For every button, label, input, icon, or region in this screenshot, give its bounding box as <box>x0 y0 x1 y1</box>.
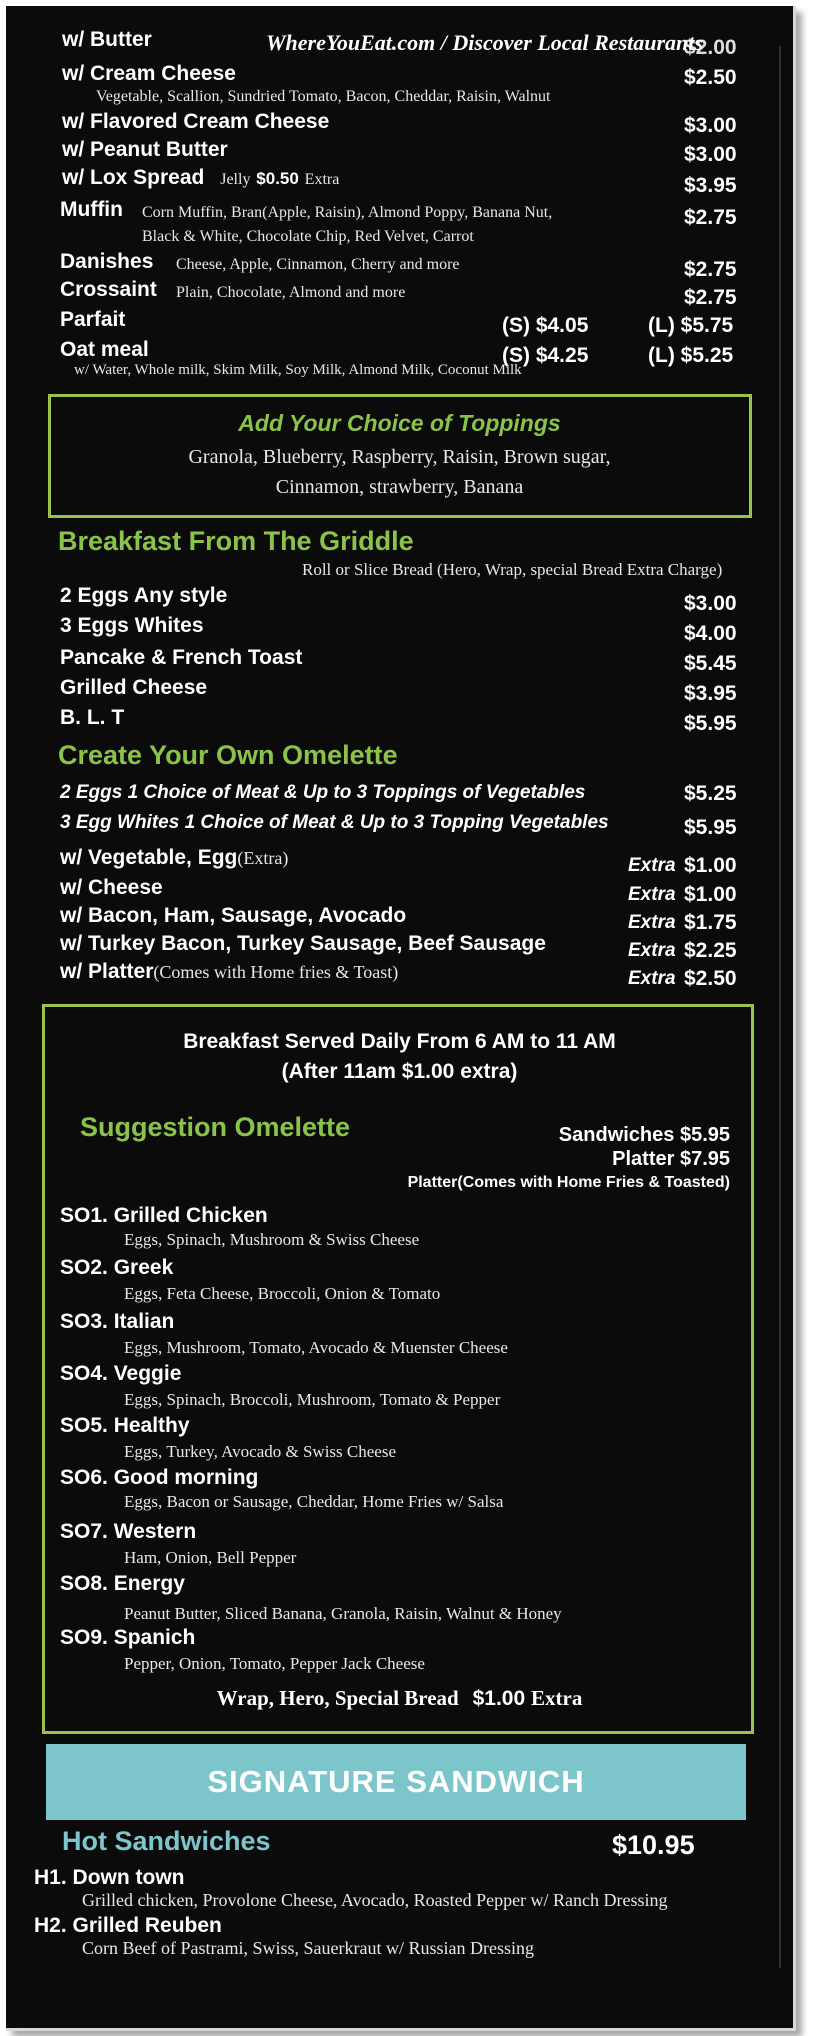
omelette-price-2: $5.95 <box>684 816 737 839</box>
jelly-price: $0.50 <box>256 169 299 188</box>
wrap-price: $1.00 <box>472 1687 526 1710</box>
item-name: Veggie <box>113 1362 182 1385</box>
wrap-extra: Extra <box>531 1686 583 1710</box>
price-cream-cheese: $2.50 <box>684 66 737 89</box>
item-name: Down town <box>72 1866 185 1889</box>
item-lox-spread <box>62 166 339 190</box>
price-peanut: $3.00 <box>684 143 737 166</box>
extra-label: Extra <box>628 968 676 989</box>
wrap-extra-line <box>6 1686 793 1711</box>
desc-danishes: Cheese, Apple, Cinnamon, Cherry and more <box>176 256 460 273</box>
item-name: Healthy <box>113 1414 190 1437</box>
suggestion-desc: Eggs, Bacon or Sausage, Cheddar, Home Fries w/ Salsa <box>124 1492 504 1511</box>
item-name: Grilled Chicken <box>113 1204 268 1227</box>
extra-note: (Extra) <box>237 848 289 868</box>
price-oatmeal-small: (S) $4.25 <box>502 344 589 367</box>
item-name: Spanich <box>113 1626 196 1649</box>
desc-muffin-2: Black & White, Chocolate Chip, Red Velvet, Carrot <box>142 228 474 245</box>
toppings-title: Add Your Choice of Toppings <box>238 410 561 436</box>
suggestion-sandwiches: Sandwiches $5.95 <box>558 1124 730 1146</box>
item-code: SO9. <box>60 1626 108 1649</box>
item-code: SO2. <box>60 1256 108 1279</box>
suggestion-platter-note: Platter(Comes with Home Fries & Toasted) <box>407 1174 730 1191</box>
price-lox: $3.95 <box>684 174 737 197</box>
price-flavored: $3.00 <box>684 114 737 137</box>
item-crossaint: Crossaint <box>60 278 157 301</box>
omelette-extra-item <box>60 904 406 928</box>
item-code: SO1. <box>60 1204 108 1227</box>
omelette-line-2: 3 Egg Whites 1 Choice of Meat & Up to 3 Topping Vegetables <box>60 812 609 833</box>
griddle-item: 2 Eggs Any style <box>60 584 228 607</box>
item-code: H1. <box>34 1866 67 1889</box>
suggestion-item <box>60 1256 173 1280</box>
item-name: Good morning <box>113 1466 259 1489</box>
extra-name: w/ Platter <box>60 960 154 983</box>
extra-label: Extra <box>628 912 676 933</box>
served-line-2: (After 11am $1.00 extra) <box>281 1060 518 1083</box>
suggestion-platter: Platter $7.95 <box>612 1148 730 1170</box>
suggestion-item <box>60 1310 174 1334</box>
desc-muffin-1: Corn Muffin, Bran(Apple, Raisin), Almond Poppy, Banana Nut, <box>142 204 553 221</box>
price-parfait-small: (S) $4.05 <box>502 314 589 337</box>
extra-price: $1.00 <box>684 854 737 877</box>
price-parfait-large: (L) $5.75 <box>648 314 734 337</box>
omelette-extra-item <box>60 960 398 984</box>
suggestion-item <box>60 1204 268 1228</box>
suggestion-item <box>60 1520 196 1544</box>
suggestion-item <box>60 1414 190 1438</box>
omelette-extra-item <box>60 876 163 900</box>
suggestion-desc: Eggs, Mushroom, Tomato, Avocado & Muenster Cheese <box>124 1338 508 1357</box>
extra-name: w/ Cheese <box>60 876 163 899</box>
extra-price: $2.25 <box>684 939 737 962</box>
item-code: H2. <box>34 1914 67 1937</box>
price-oatmeal-large: (L) $5.25 <box>648 344 734 367</box>
suggestion-desc: Eggs, Spinach, Mushroom & Swiss Cheese <box>124 1230 420 1249</box>
extra-price: $1.00 <box>684 883 737 906</box>
hot-sandwiches-price: $10.95 <box>612 1830 695 1860</box>
item-code: SO4. <box>60 1362 108 1385</box>
griddle-price: $3.00 <box>684 592 737 615</box>
suggestion-title: Suggestion Omelette <box>80 1112 351 1142</box>
item-flavored-cream-cheese: w/ Flavored Cream Cheese <box>62 110 330 133</box>
item-code: SO8. <box>60 1572 108 1595</box>
hot-desc: Grilled chicken, Provolone Cheese, Avocado, Roasted Pepper w/ Ranch Dressing <box>82 1890 668 1910</box>
hot-item <box>34 1866 185 1890</box>
suggestion-item <box>60 1626 195 1650</box>
menu-page <box>6 6 796 2031</box>
suggestion-desc: Ham, Onion, Bell Pepper <box>124 1548 297 1567</box>
price-butter: $2.00 <box>684 36 737 59</box>
suggestion-desc: Pepper, Onion, Tomato, Pepper Jack Cheese <box>124 1654 425 1673</box>
griddle-price: $5.45 <box>684 652 737 675</box>
griddle-item: 3 Eggs Whites <box>60 614 204 637</box>
item-butter: w/ Butter <box>62 28 152 51</box>
omelette-price-1: $5.25 <box>684 782 737 805</box>
suggestion-desc: Eggs, Turkey, Avocado & Swiss Cheese <box>124 1442 396 1461</box>
griddle-item: B. L. T <box>60 706 125 729</box>
item-parfait: Parfait <box>60 308 126 331</box>
item-name: Italian <box>113 1310 175 1333</box>
item-muffin: Muffin <box>60 198 123 221</box>
toppings-line-2: Cinnamon, strawberry, Banana <box>275 476 524 498</box>
suggestion-item <box>60 1362 181 1386</box>
suggestion-item <box>60 1572 185 1596</box>
suggestion-desc: Eggs, Feta Cheese, Broccoli, Onion & Tomato <box>124 1284 441 1303</box>
jelly-extra: Extra <box>304 171 340 188</box>
item-name: Energy <box>113 1572 185 1595</box>
jelly-label: Jelly <box>220 171 251 188</box>
signature-sandwich-banner: SIGNATURE SANDWICH <box>46 1744 746 1820</box>
hot-sandwiches-title: Hot Sandwiches <box>62 1826 271 1856</box>
price-muffin: $2.75 <box>684 206 737 229</box>
item-name: Western <box>113 1520 197 1543</box>
extra-price: $1.75 <box>684 911 737 934</box>
omelette-extra-item <box>60 846 288 870</box>
omelette-extra-item <box>60 932 546 956</box>
site-banner: WhereYouEat.com / Discover Local Restaurants <box>266 30 703 55</box>
extra-price: $2.50 <box>684 967 737 990</box>
item-code: SO3. <box>60 1310 108 1333</box>
wrap-label: Wrap, Hero, Special Bread <box>216 1686 459 1710</box>
extra-label: Extra <box>628 855 676 876</box>
item-cream-cheese: w/ Cream Cheese <box>62 62 236 85</box>
extra-name: w/ Vegetable, Egg <box>60 846 238 869</box>
suggestion-item <box>60 1466 258 1490</box>
item-danishes: Danishes <box>60 250 154 273</box>
item-code: SO6. <box>60 1466 108 1489</box>
price-crossaint: $2.75 <box>684 286 737 309</box>
hot-desc: Corn Beef of Pastrami, Swiss, Sauerkraut w/ Russian Dressing <box>82 1938 534 1958</box>
extra-name: w/ Bacon, Ham, Sausage, Avocado <box>60 904 407 927</box>
hot-item <box>34 1914 222 1938</box>
item-peanut-butter: w/ Peanut Butter <box>62 138 228 161</box>
griddle-title: Breakfast From The Griddle <box>58 526 414 556</box>
item-code: SO7. <box>60 1520 108 1543</box>
griddle-price: $3.95 <box>684 682 737 705</box>
extra-note: (Comes with Home fries & Toast) <box>153 962 399 982</box>
item-name: Grilled Reuben <box>72 1914 222 1937</box>
item-oatmeal: Oat meal <box>60 338 149 361</box>
extra-label: Extra <box>628 884 676 905</box>
price-danishes: $2.75 <box>684 258 737 281</box>
item-code: SO5. <box>60 1414 108 1437</box>
griddle-item: Grilled Cheese <box>60 676 208 699</box>
suggestion-desc: Peanut Butter, Sliced Banana, Granola, Raisin, Walnut & Honey <box>124 1604 562 1623</box>
extra-label: Extra <box>628 940 676 961</box>
omelette-title: Create Your Own Omelette <box>58 740 398 770</box>
served-line-1: Breakfast Served Daily From 6 AM to 11 AM <box>183 1030 616 1053</box>
lox-name: w/ Lox Spread <box>62 166 205 189</box>
extra-name: w/ Turkey Bacon, Turkey Sausage, Beef Sausage <box>60 932 546 955</box>
griddle-price: $4.00 <box>684 622 737 645</box>
desc-cream-cheese: Vegetable, Scallion, Sundried Tomato, Bacon, Cheddar, Raisin, Walnut <box>96 88 551 105</box>
griddle-note: Roll or Slice Bread (Hero, Wrap, special Bread Extra Charge) <box>302 560 723 579</box>
desc-oatmeal: w/ Water, Whole milk, Skim Milk, Soy Milk, Almond Milk, Coconut Milk <box>74 362 522 378</box>
item-name: Greek <box>113 1256 174 1279</box>
toppings-line-1: Granola, Blueberry, Raspberry, Raisin, Brown sugar, <box>188 446 611 468</box>
griddle-item: Pancake & French Toast <box>60 646 303 669</box>
suggestion-desc: Eggs, Spinach, Broccoli, Mushroom, Tomato & Pepper <box>124 1390 501 1409</box>
griddle-price: $5.95 <box>684 712 737 735</box>
omelette-line-1: 2 Eggs 1 Choice of Meat & Up to 3 Toppings of Vegetables <box>60 782 586 803</box>
desc-crossaint: Plain, Chocolate, Almond and more <box>176 284 406 301</box>
